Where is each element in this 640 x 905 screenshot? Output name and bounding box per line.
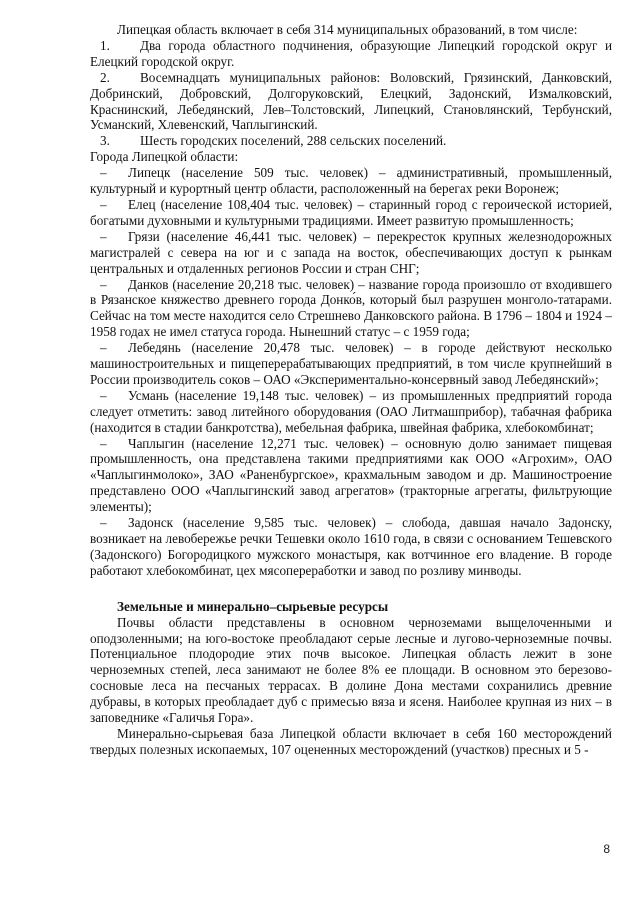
city-text: Грязи (население 46,441 тыс. человек) – перекресток крупных железнодорожных магистралей с севера на юг и с запада на восток, обеспечивающих доступ к рынкам центральных и отдаленных регионов России и стран СНГ;	[90, 228, 612, 276]
city-text: Чаплыгин (население 12,271 тыс. человек) – основную долю занимает пищевая промышленность, она представлена такими предприятиями как ООО «Агрохим», ОАО «Чаплыгинмолоко», ЗАО «Раненбургское», крахмальным заводом и др. Машиностроение представлено ООО «Чаплыгинский завод агрегатов» (тракторные агрегаты, фильтрующие элементы);	[90, 435, 612, 515]
item-text: Шесть городских поселений, 288 сельских поселений.	[140, 133, 447, 149]
section-title: Земельные и минерально–сырьевые ресурсы	[117, 598, 389, 614]
list-item	[90, 277, 612, 341]
city-text: Усмань (население 19,148 тыс. человек) – из промышленных предприятий города следует отметить: завод литейного оборудования (ОАО Литмашприбор), табачная фабрика (находится в стадии банкротства), мебельная фабрика, швейная фабрика, хлебокомбинат;	[90, 387, 612, 435]
list-item	[90, 515, 612, 579]
list-item	[90, 340, 612, 388]
document-body	[90, 22, 612, 758]
city-text: Задонск (население 9,585 тыс. человек) – слобода, давшая начало Задонску, возникает на левобережье речки Тешевки около 1610 года, в связи с основанием Тешевского (Задонского) Богородицкого мужского монастыря, как вотчинное его владение. В городе работают хлебокомбинат, цех мясопереработки и завод по розливу минводы.	[90, 515, 612, 578]
numbered-item	[90, 38, 612, 70]
soil-paragraph: Почвы области представлены в основном черноземами выщелоченными и оподзоленными; на юго-востоке преобладают серые лесные и лугово-черноземные почвы. Потенциальное плодородие этих почв высокое. Липецкая область лежит в зоне черноземных степей, леса занимают не более 8% ее площади. В основном это березово-сосновые леса на песчаных террасах. В долине Дона местами сохранились древние дубравы, в которых преобладает дуб с примесью вяза и ясеня. Наиболее крупная из них – в заповеднике «Галичья Гора».	[90, 614, 612, 726]
list-item	[90, 229, 612, 277]
numbered-item	[90, 70, 612, 134]
city-text: Липецк (население 509 тыс. человек) – административный, промышленный, культурный и курортный центр области, расположенный на берегах реки Воронеж;	[90, 165, 612, 197]
intro-paragraph: Липецкая область включает в себя 314 муниципальных образований, в том числе:	[117, 22, 578, 37]
city-text: Елец (население 108,404 тыс. человек) – старинный город с героической историей, богатыми духовными и культурными традициями. Имеет развитую промышленность;	[90, 196, 612, 228]
dash-marker: –	[100, 515, 107, 531]
cities-heading: Города Липецкой области:	[90, 149, 239, 165]
city-text: Данков (население 20,218 тыс. человек) – название города произошло от входившего в Рязанское княжество древнего города Донко́в, который был разрушен монголо-татарами. Сейчас на том месте находится село Стрешнево Данковского района. В 1796 – 1804 и 1924 – 1958 годах не имел статуса города. Нынешний статус – с 1959 года;	[90, 276, 612, 340]
list-item	[90, 165, 612, 197]
list-item	[90, 436, 612, 516]
page-number: 8	[603, 842, 610, 856]
item-text: Два города областного подчинения, образующие Липецкий городской округ и Елецкий городской округ.	[90, 37, 612, 69]
item-number: 1.	[100, 37, 110, 53]
dash-marker: –	[100, 228, 107, 244]
dash-marker: –	[100, 435, 107, 451]
minerals-paragraph: Минерально-сырьевая база Липецкой области включает в себя 160 месторождений твердых полезных ископаемых, 107 оцененных месторождений (участков) пресных и 5 -	[90, 725, 612, 757]
item-number: 2.	[100, 69, 110, 85]
city-text: Лебедянь (население 20,478 тыс. человек) – в городе действуют несколько машиностроительных и пищеперерабатывающих предприятий, в том числе крупнейший в России производитель соков – ОАО «Экспериментально-консервный завод Лебедянский»;	[90, 340, 612, 387]
dash-marker: –	[100, 165, 107, 181]
item-number: 3.	[100, 133, 110, 149]
dash-marker: –	[100, 387, 107, 403]
dash-marker: –	[100, 276, 107, 292]
item-text: Восемнадцать муниципальных районов: Воловский, Грязинский, Данковский, Добринский, Добровский, Долгоруковский, Елецкий, Задонский, Измалковский, Краснинский, Лебедянский, Лев–Толстовский, Липецкий, Становлянский, Тербунский, Усманский, Хлевенский, Чаплыгинский.	[90, 69, 612, 133]
numbered-item	[90, 133, 612, 149]
cities-list	[90, 165, 612, 579]
dash-marker: –	[100, 340, 107, 356]
list-item	[90, 388, 612, 436]
list-item	[90, 197, 612, 229]
dash-marker: –	[100, 196, 107, 212]
numbered-list	[90, 38, 612, 149]
